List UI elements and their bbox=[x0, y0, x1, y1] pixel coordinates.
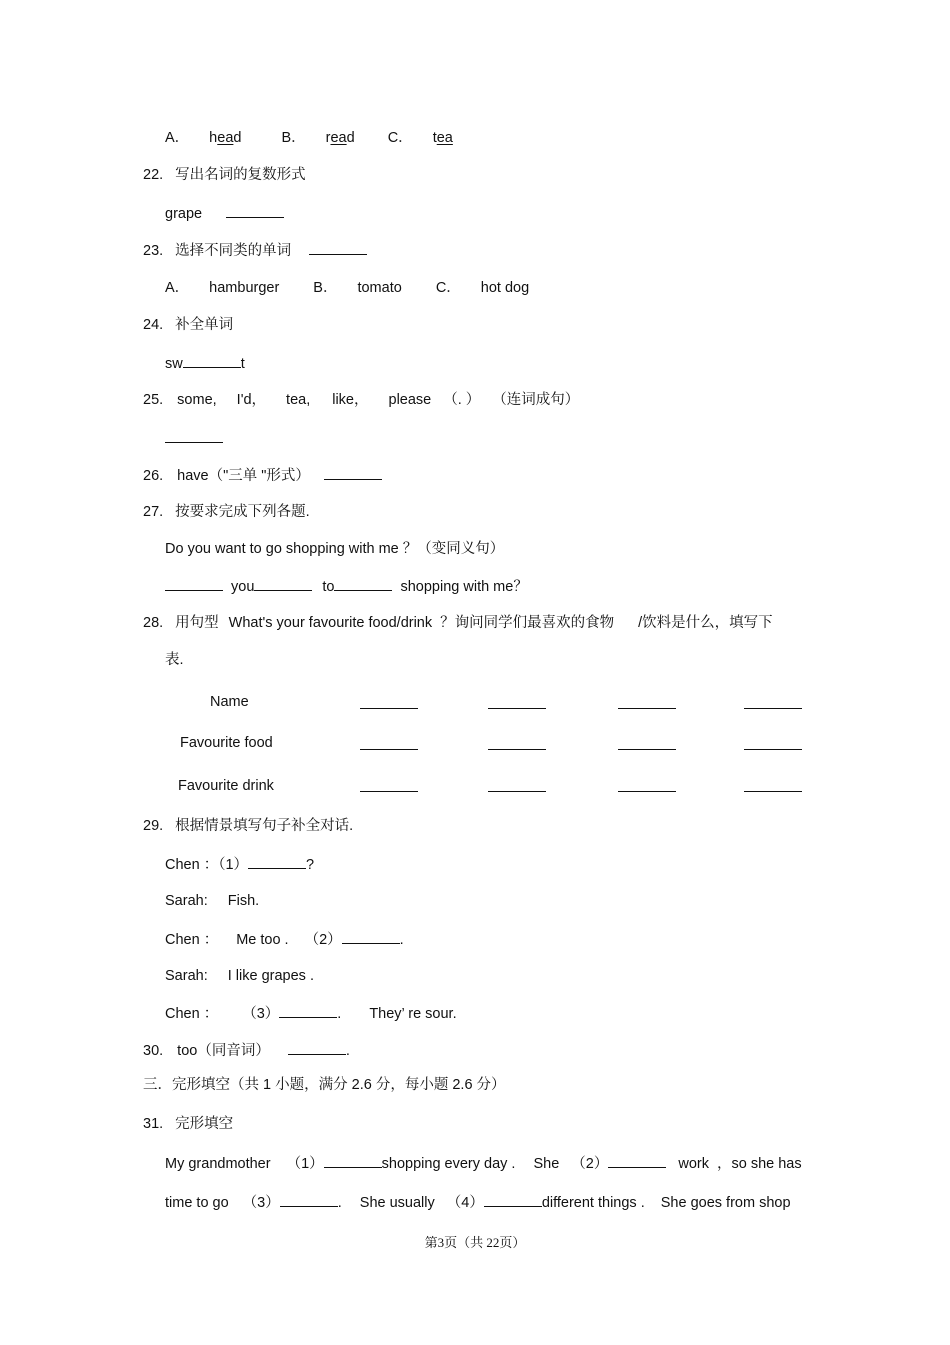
question-22-answer: grape bbox=[165, 203, 286, 224]
option-a-label: A． bbox=[165, 130, 190, 146]
table-blank[interactable] bbox=[488, 748, 546, 750]
table-blank[interactable] bbox=[744, 707, 802, 709]
answer-blank[interactable] bbox=[608, 1153, 666, 1168]
answer-blank[interactable] bbox=[248, 854, 306, 869]
answer-blank[interactable] bbox=[309, 240, 367, 255]
table-row-label-name: Name bbox=[210, 694, 249, 710]
cloze-line-1: My grandmother （1） shopping every day . She （2） work ，so she has bbox=[165, 1153, 802, 1174]
answer-blank[interactable] bbox=[165, 428, 223, 443]
answer-blank[interactable] bbox=[226, 203, 284, 218]
dialogue-line-4: Sarah: I like grapes . bbox=[165, 968, 314, 984]
section-3-heading: 三．完形填空（共 1 小题，满分 2.6 分，每小题 2.6 分） bbox=[143, 1077, 506, 1093]
table-blank[interactable] bbox=[488, 707, 546, 709]
answer-blank[interactable] bbox=[165, 576, 223, 591]
question-28: 28. 用句型 What's your favourite food/drink ？询问同学们最喜欢的食物 /饮料是什么，填写下 bbox=[143, 615, 773, 631]
answer-blank[interactable] bbox=[324, 465, 382, 480]
question-24-answer: sw t bbox=[165, 353, 245, 374]
table-blank[interactable] bbox=[360, 707, 418, 709]
question-25-answer bbox=[165, 428, 223, 449]
question-29: 29. 根据情景填写句子补全对话. bbox=[143, 818, 354, 834]
answer-blank[interactable] bbox=[288, 1040, 346, 1055]
page-footer: 第3页（共 22页） bbox=[424, 1235, 526, 1250]
table-row-label-food: Favourite food bbox=[180, 735, 273, 751]
question-26: 26. have（"三单 "形式） bbox=[143, 465, 384, 486]
answer-blank[interactable] bbox=[254, 576, 312, 591]
question-27-answer: you to shopping with me？ bbox=[165, 576, 528, 597]
table-blank[interactable] bbox=[744, 790, 802, 792]
question-25: 25. some, I'd， tea, like， please （. ） （连词成句） bbox=[143, 392, 580, 408]
table-row-label-drink: Favourite drink bbox=[178, 778, 274, 794]
answer-blank[interactable] bbox=[342, 929, 400, 944]
dialogue-line-1: Chen ：（1） ? bbox=[165, 854, 314, 875]
option-b-word: read bbox=[325, 130, 355, 146]
answer-blank[interactable] bbox=[279, 1003, 337, 1018]
question-31: 31. 完形填空 bbox=[143, 1116, 234, 1132]
cloze-line-2: time to go （3） . She usually （4） different things . She goes from shop bbox=[165, 1192, 791, 1213]
table-blank[interactable] bbox=[488, 790, 546, 792]
answer-blank[interactable] bbox=[280, 1192, 338, 1207]
answer-blank[interactable] bbox=[334, 576, 392, 591]
question-23: 23. 选择不同类的单词 bbox=[143, 240, 369, 261]
answer-blank[interactable] bbox=[324, 1153, 382, 1168]
dialogue-line-2: Sarah: Fish. bbox=[165, 893, 260, 909]
question-24: 24. 补全单词 bbox=[143, 317, 234, 333]
dialogue-line-3: Chen ： Me too . （2） . bbox=[165, 929, 404, 950]
table-blank[interactable] bbox=[618, 707, 676, 709]
option-b-label: B． bbox=[281, 130, 306, 146]
question-27-sentence: Do you want to go shopping with me ？（变同义句） bbox=[165, 541, 505, 557]
table-blank[interactable] bbox=[360, 790, 418, 792]
table-blank[interactable] bbox=[618, 790, 676, 792]
table-blank[interactable] bbox=[618, 748, 676, 750]
question-30: 30. too（同音词） . bbox=[143, 1040, 350, 1061]
table-blank[interactable] bbox=[360, 748, 418, 750]
dialogue-line-5: Chen ： （3） . They’ re sour. bbox=[165, 1003, 457, 1024]
question-27: 27. 按要求完成下列各题. bbox=[143, 504, 310, 520]
q21-options bbox=[165, 128, 453, 148]
table-blank[interactable] bbox=[744, 748, 802, 750]
question-23-options: A． hamburger B． tomato C． hot dog bbox=[165, 280, 530, 296]
option-c-word: tea bbox=[432, 130, 453, 146]
option-c-label: C． bbox=[387, 130, 413, 146]
option-a-word: head bbox=[209, 130, 242, 146]
question-28-line2: 表. bbox=[165, 652, 184, 668]
answer-blank[interactable] bbox=[484, 1192, 542, 1207]
answer-blank[interactable] bbox=[183, 353, 241, 368]
question-22: 22. 写出名词的复数形式 bbox=[143, 167, 306, 183]
